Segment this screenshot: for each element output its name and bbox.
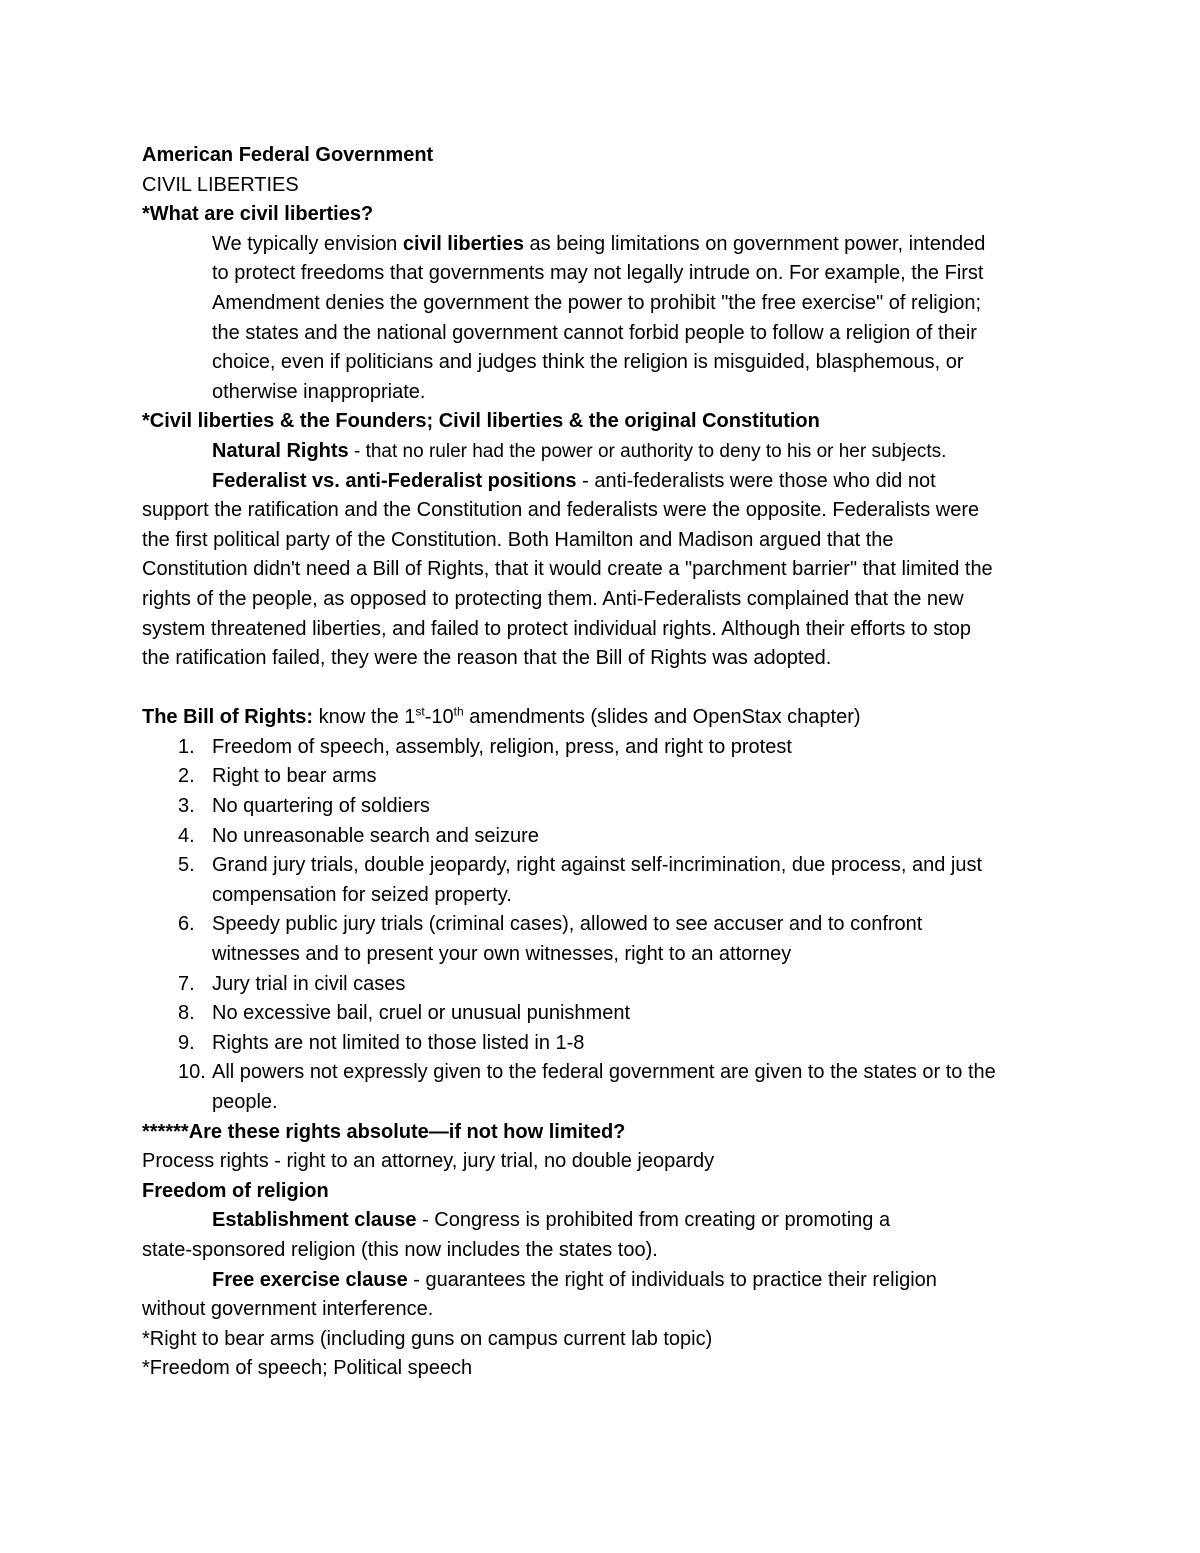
- term-free-exercise-clause: Free exercise clause: [212, 1268, 408, 1291]
- amendment-list-item: [142, 940, 1067, 970]
- amendment-list-item: [142, 762, 1067, 792]
- list-item-text: No unreasonable search and seizure: [212, 824, 539, 847]
- paragraph-line: state-sponsored religion (this now includes the states too).: [142, 1238, 658, 1261]
- list-item-text: All powers not expressly given to the federal government are given to the states or to the: [212, 1061, 996, 1084]
- term-natural-rights: Natural Rights: [212, 439, 349, 462]
- list-number: [142, 970, 212, 1000]
- section-heading-civil-liberties: *What are civil liberties?: [142, 203, 374, 226]
- list-item-text: No quartering of soldiers: [212, 795, 430, 818]
- paragraph-line: Amendment denies the government the power to prohibit "the free exercise" of religion;: [212, 291, 982, 314]
- natural-rights-entry: [142, 437, 1067, 467]
- amendment-list-item: [142, 1088, 1067, 1118]
- list-item-text: Speedy public jury trials (criminal cases), allowed to see accuser and to confront: [212, 913, 923, 936]
- list-item-text: people.: [212, 1091, 278, 1113]
- paragraph-line: the states and the national government cannot forbid people to follow a religion of their: [212, 321, 977, 344]
- list-number-text: 9.: [178, 1031, 195, 1054]
- list-number-text: 7.: [178, 972, 195, 995]
- bill-of-rights-heading: [142, 703, 1067, 733]
- paragraph-line: choice, even if politicians and judges think the religion is misguided, blasphemous, or: [212, 351, 964, 374]
- list-number: [142, 822, 212, 852]
- list-number: [142, 881, 212, 911]
- list-number-text: 8.: [178, 1002, 195, 1025]
- paragraph-line: otherwise inappropriate.: [212, 380, 426, 403]
- amendment-list-item: [142, 1029, 1067, 1059]
- paragraph-text: - guarantees the right of individuals to practice their religion: [407, 1268, 937, 1291]
- list-number: [142, 762, 212, 792]
- bill-of-rights-label: The Bill of Rights:: [142, 706, 314, 729]
- list-number: [142, 851, 212, 881]
- list-item-text: Jury trial in civil cases: [212, 972, 406, 995]
- list-number-text: 5.: [178, 854, 195, 877]
- list-number: [142, 792, 212, 822]
- paragraph-line: to protect freedoms that governments may not legally intrude on. For example, the First: [212, 262, 984, 285]
- list-item-text: compensation for seized property.: [212, 883, 512, 906]
- federalist-paragraph: [142, 467, 1067, 674]
- process-rights-line: Process rights - right to an attorney, jury trial, no double jeopardy: [142, 1150, 715, 1173]
- civil-liberties-paragraph: [142, 230, 1067, 408]
- document-subtitle: CIVIL LIBERTIES: [142, 173, 299, 196]
- list-number: [142, 1029, 212, 1059]
- document-title: American Federal Government: [142, 144, 434, 166]
- paragraph-text: as being limitations on government power, intended: [524, 232, 986, 255]
- paragraph-line: without government interference.: [142, 1298, 434, 1321]
- amendment-list-item: [142, 881, 1067, 911]
- bear-arms-line: *Right to bear arms (including guns on campus current lab topic): [142, 1327, 713, 1350]
- paragraph-text: - Congress is prohibited from creating or promoting a: [416, 1209, 891, 1232]
- superscript: st: [415, 704, 425, 719]
- term-establishment-clause: Establishment clause: [212, 1209, 417, 1232]
- list-number: [142, 940, 212, 970]
- list-number: [142, 733, 212, 763]
- amendment-list-item: [142, 999, 1067, 1029]
- superscript: th: [453, 704, 464, 719]
- free-exercise-clause-paragraph: [142, 1266, 1067, 1325]
- list-number-text: 1.: [178, 735, 195, 758]
- term-federalist: Federalist vs. anti-Federalist positions: [212, 469, 577, 492]
- heading-text: amendments (slides and OpenStax chapter): [463, 706, 861, 729]
- definition-text: - that no ruler had the power or authority to deny to his or her subjects.: [348, 440, 947, 462]
- amendment-list-item: [142, 851, 1067, 881]
- freedom-of-religion-heading: Freedom of religion: [142, 1179, 329, 1202]
- paragraph-line: the first political party of the Constitution. Both Hamilton and Madison argued that the: [142, 528, 894, 551]
- list-item-text: Freedom of speech, assembly, religion, press, and right to protest: [212, 735, 792, 758]
- amendment-list-item: [142, 733, 1067, 763]
- amendment-list-item: [142, 1058, 1067, 1088]
- term-civil-liberties: civil liberties: [402, 232, 524, 255]
- spacer: [142, 674, 1067, 704]
- document-body: [142, 141, 1067, 1384]
- establishment-clause-paragraph: [142, 1206, 1067, 1265]
- list-item-text: Right to bear arms: [212, 765, 377, 788]
- list-number: [142, 910, 212, 940]
- paragraph-line: Constitution didn't need a Bill of Rights, that it would create a "parchment barrier" that limited the: [142, 558, 993, 581]
- list-number-text: 6.: [178, 913, 195, 936]
- paragraph-text: We typically envision: [212, 232, 403, 255]
- amendment-list-item: [142, 792, 1067, 822]
- amendment-list-item: [142, 910, 1067, 940]
- paragraph-text: - anti-federalists were those who did not: [576, 469, 936, 492]
- list-number-text: 2.: [178, 765, 195, 788]
- heading-text: know the 1: [313, 706, 416, 729]
- paragraph-line: support the ratification and the Constitution and federalists were the opposite. Federalists were: [142, 499, 980, 522]
- list-number-text: 10.: [178, 1061, 206, 1084]
- paragraph-line: system threatened liberties, and failed to protect individual rights. Although their efforts to stop: [142, 617, 971, 640]
- absolute-rights-heading: ******Are these rights absolute—if not how limited?: [142, 1120, 626, 1143]
- list-item-text: Grand jury trials, double jeopardy, right against self-incrimination, due process, and just: [212, 854, 983, 877]
- list-number-text: 3.: [178, 795, 195, 818]
- amendment-list-item: [142, 822, 1067, 852]
- paragraph-line: rights of the people, as opposed to protecting them. Anti-Federalists complained that the new: [142, 587, 964, 610]
- amendments-list: [142, 733, 1067, 1118]
- list-number: [142, 999, 212, 1029]
- list-number-text: 4.: [178, 824, 195, 847]
- section-heading-founders: *Civil liberties & the Founders; Civil liberties & the original Constitution: [142, 410, 820, 433]
- list-item-text: Rights are not limited to those listed in 1-8: [212, 1031, 585, 1054]
- paragraph-line: the ratification failed, they were the reason that the Bill of Rights was adopted.: [142, 647, 832, 670]
- list-item-text: witnesses and to present your own witnesses, right to an attorney: [212, 943, 792, 966]
- heading-text: -10: [424, 706, 454, 729]
- list-number: [142, 1058, 212, 1088]
- freedom-of-speech-line: *Freedom of speech; Political speech: [142, 1357, 473, 1380]
- list-number: [142, 1088, 212, 1118]
- amendment-list-item: [142, 970, 1067, 1000]
- list-item-text: No excessive bail, cruel or unusual punishment: [212, 1002, 630, 1025]
